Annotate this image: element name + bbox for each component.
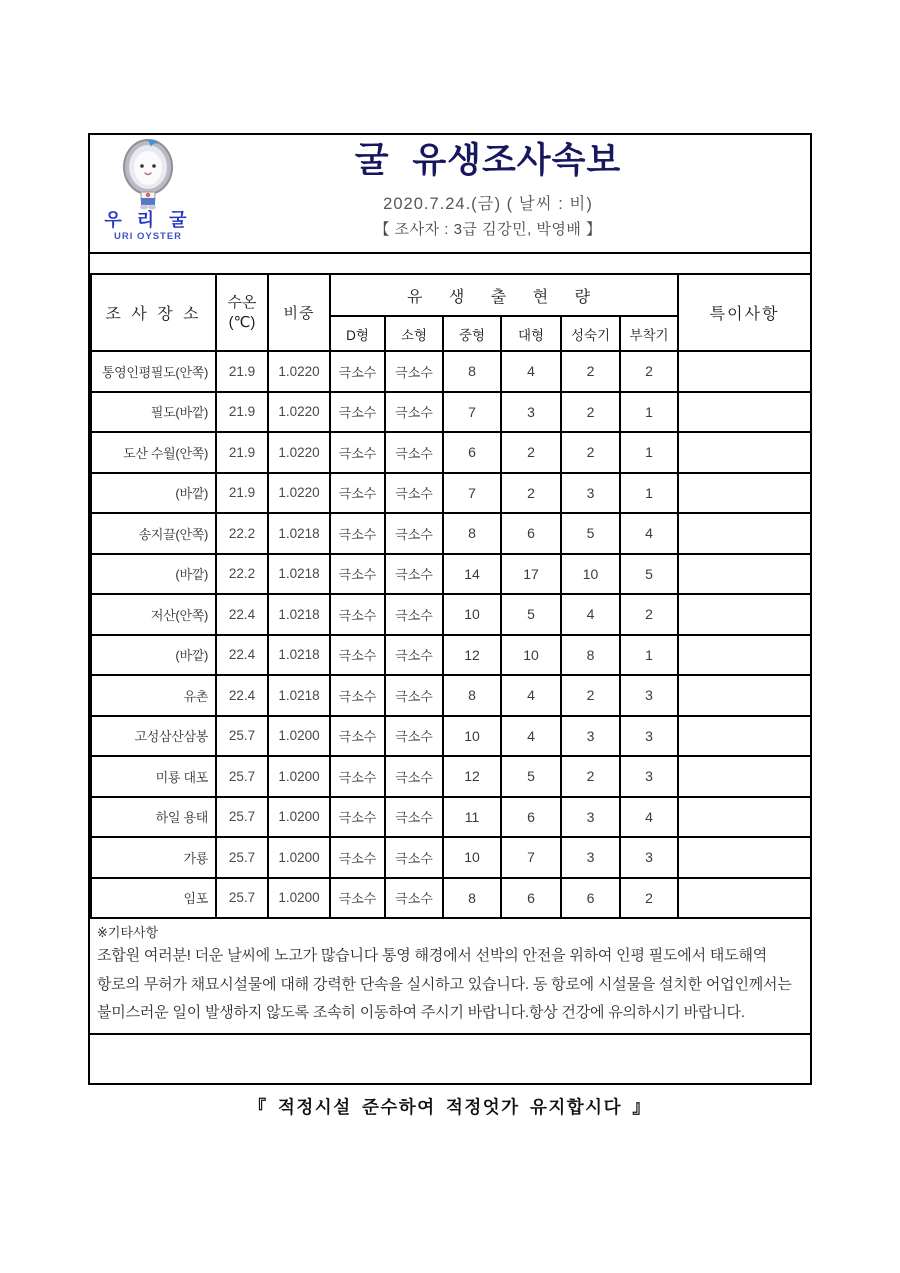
table-row	[91, 797, 811, 838]
cell-temp: 25.7	[216, 756, 268, 797]
cell-note	[678, 594, 811, 635]
cell-attach: 2	[620, 351, 678, 392]
cell-gravity: 1.0220	[268, 473, 330, 514]
cell-d: 극소수	[330, 635, 385, 676]
cell-large: 3	[501, 392, 561, 433]
cell-large: 4	[501, 351, 561, 392]
cell-location: 임포	[91, 878, 216, 919]
cell-large: 6	[501, 513, 561, 554]
table-row	[91, 392, 811, 433]
logo-name-korean: 우 리 굴	[104, 210, 192, 230]
cell-small: 극소수	[385, 837, 443, 878]
cell-mature: 10	[561, 554, 620, 595]
cell-mid: 10	[443, 716, 501, 757]
col-header-small: 소형	[385, 316, 443, 351]
water-temp-label: 수온	[227, 294, 257, 311]
cell-large: 5	[501, 756, 561, 797]
col-header-mature: 성숙기	[561, 316, 620, 351]
cell-gravity: 1.0200	[268, 716, 330, 757]
cell-large: 2	[501, 473, 561, 514]
cell-small: 극소수	[385, 635, 443, 676]
table-row	[91, 635, 811, 676]
cell-attach: 2	[620, 594, 678, 635]
cell-location: 고성삼산삼봉	[91, 716, 216, 757]
cell-temp: 22.4	[216, 594, 268, 635]
cell-temp: 21.9	[216, 432, 268, 473]
cell-gravity: 1.0218	[268, 675, 330, 716]
cell-temp: 22.2	[216, 554, 268, 595]
cell-gravity: 1.0218	[268, 635, 330, 676]
document-frame	[88, 133, 812, 1085]
cell-mature: 3	[561, 797, 620, 838]
cell-gravity: 1.0218	[268, 513, 330, 554]
cell-location: 유촌	[91, 675, 216, 716]
table-row	[91, 675, 811, 716]
cell-temp: 25.7	[216, 837, 268, 878]
cell-temp: 22.2	[216, 513, 268, 554]
etc-notes-title: ※기타사항	[97, 925, 159, 940]
col-header-specific-gravity: 비중	[268, 274, 330, 351]
cell-temp: 25.7	[216, 878, 268, 919]
cell-attach: 2	[620, 878, 678, 919]
cell-temp: 22.4	[216, 635, 268, 676]
etc-notes-line: 불미스러운 일이 발생하지 않도록 조속히 이동하여 주시기 바랍니다.항상 건강에 유의하시기 바랍니다.	[97, 1004, 745, 1021]
cell-large: 5	[501, 594, 561, 635]
cell-temp: 22.4	[216, 675, 268, 716]
cell-large: 10	[501, 635, 561, 676]
cell-note	[678, 351, 811, 392]
cell-note	[678, 837, 811, 878]
cell-mature: 4	[561, 594, 620, 635]
date-weather-line: 2020.7.24.(금) ( 날씨 : 비)	[383, 195, 593, 214]
etc-notes-line: 항로의 무허가 채묘시설물에 대해 강력한 단속을 실시하고 있습니다. 동 항로에 시설물을 설치한 어업인께서는	[97, 975, 792, 993]
cell-note	[678, 513, 811, 554]
cell-mid: 12	[443, 756, 501, 797]
cell-small: 극소수	[385, 878, 443, 919]
cell-gravity: 1.0220	[268, 351, 330, 392]
cell-large: 17	[501, 554, 561, 595]
cell-attach: 5	[620, 554, 678, 595]
cell-temp: 21.9	[216, 351, 268, 392]
cell-mature: 6	[561, 878, 620, 919]
cell-mid: 14	[443, 554, 501, 595]
oyster-mascot-icon	[98, 138, 198, 210]
cell-temp: 25.7	[216, 797, 268, 838]
table-row	[91, 473, 811, 514]
cell-mid: 8	[443, 878, 501, 919]
cell-mature: 2	[561, 351, 620, 392]
table-row	[91, 513, 811, 554]
cell-note	[678, 716, 811, 757]
cell-mature: 8	[561, 635, 620, 676]
col-header-water-temp	[216, 274, 268, 351]
cell-gravity: 1.0218	[268, 594, 330, 635]
cell-gravity: 1.0200	[268, 878, 330, 919]
cell-d: 극소수	[330, 756, 385, 797]
table-row	[91, 554, 811, 595]
cell-mature: 5	[561, 513, 620, 554]
cell-note	[678, 473, 811, 514]
bottom-empty-strip	[90, 1035, 810, 1087]
cell-attach: 3	[620, 675, 678, 716]
etc-notes-section	[90, 919, 810, 1035]
cell-d: 극소수	[330, 797, 385, 838]
cell-d: 극소수	[330, 675, 385, 716]
cell-attach: 1	[620, 635, 678, 676]
cell-mid: 6	[443, 432, 501, 473]
cell-mid: 11	[443, 797, 501, 838]
cell-small: 극소수	[385, 756, 443, 797]
cell-note	[678, 554, 811, 595]
col-header-medium: 중형	[443, 316, 501, 351]
cell-mid: 8	[443, 351, 501, 392]
cell-large: 6	[501, 797, 561, 838]
cell-d: 극소수	[330, 878, 385, 919]
cell-attach: 4	[620, 513, 678, 554]
cell-gravity: 1.0218	[268, 554, 330, 595]
cell-small: 극소수	[385, 432, 443, 473]
table-row	[91, 878, 811, 919]
cell-mid: 7	[443, 392, 501, 433]
cell-large: 4	[501, 675, 561, 716]
cell-attach: 1	[620, 473, 678, 514]
cell-large: 2	[501, 432, 561, 473]
cell-note	[678, 878, 811, 919]
cell-mature: 2	[561, 392, 620, 433]
table-row	[91, 716, 811, 757]
uri-oyster-logo	[98, 138, 198, 242]
table-header	[91, 274, 811, 351]
col-header-large: 대형	[501, 316, 561, 351]
header-table-gap	[90, 254, 810, 273]
cell-d: 극소수	[330, 432, 385, 473]
cell-attach: 4	[620, 797, 678, 838]
etc-notes-line: 조합원 여러분! 더운 날씨에 노고가 많습니다 통영 해경에서 선박의 안전을 위하여 인평 필도에서 태도해역	[97, 947, 768, 964]
table-row	[91, 432, 811, 473]
cell-mature: 2	[561, 756, 620, 797]
cell-d: 극소수	[330, 554, 385, 595]
col-header-larvae-occurrence: 유 생 출 현 량	[330, 274, 678, 316]
table-body	[91, 351, 811, 918]
cell-gravity: 1.0200	[268, 837, 330, 878]
cell-gravity: 1.0200	[268, 756, 330, 797]
cell-temp: 21.9	[216, 473, 268, 514]
cell-d: 극소수	[330, 351, 385, 392]
cell-d: 극소수	[330, 473, 385, 514]
cell-mid: 8	[443, 675, 501, 716]
cell-large: 7	[501, 837, 561, 878]
cell-location: 통영인평필도(안쪽)	[91, 351, 216, 392]
table-row	[91, 351, 811, 392]
cell-mature: 3	[561, 473, 620, 514]
cell-mature: 3	[561, 716, 620, 757]
table-row	[91, 756, 811, 797]
cell-attach: 3	[620, 756, 678, 797]
table-row	[91, 837, 811, 878]
cell-location: (바깥)	[91, 554, 216, 595]
cell-mature: 2	[561, 432, 620, 473]
larvae-survey-table	[90, 273, 812, 919]
cell-note	[678, 756, 811, 797]
cell-note	[678, 675, 811, 716]
cell-small: 극소수	[385, 797, 443, 838]
cell-temp: 21.9	[216, 392, 268, 433]
cell-mid: 10	[443, 837, 501, 878]
title-block	[208, 141, 768, 239]
cell-note	[678, 432, 811, 473]
cell-mature: 2	[561, 675, 620, 716]
col-header-attachment: 부착기	[620, 316, 678, 351]
cell-location: 필도(바깥)	[91, 392, 216, 433]
cell-small: 극소수	[385, 675, 443, 716]
cell-d: 극소수	[330, 594, 385, 635]
cell-location: 미룡 대포	[91, 756, 216, 797]
document-header	[90, 135, 810, 254]
cell-gravity: 1.0220	[268, 432, 330, 473]
cell-small: 극소수	[385, 473, 443, 514]
cell-mid: 10	[443, 594, 501, 635]
cell-small: 극소수	[385, 351, 443, 392]
cell-location: (바깥)	[91, 635, 216, 676]
cell-location: (바깥)	[91, 473, 216, 514]
surveyor-line: 【 조사자 : 3급 김강민, 박영배 】	[374, 221, 602, 239]
cell-d: 극소수	[330, 392, 385, 433]
cell-small: 극소수	[385, 594, 443, 635]
cell-gravity: 1.0220	[268, 392, 330, 433]
cell-note	[678, 392, 811, 433]
cell-small: 극소수	[385, 513, 443, 554]
cell-small: 극소수	[385, 716, 443, 757]
slogan-line: 『 적정시설 준수하여 적정엇가 유지합시다 』	[248, 1097, 652, 1117]
cell-location: 하일 용태	[91, 797, 216, 838]
cell-location: 송지끌(안쪽)	[91, 513, 216, 554]
logo-name-english: URI OYSTER	[113, 231, 183, 242]
cell-mid: 8	[443, 513, 501, 554]
cell-note	[678, 797, 811, 838]
cell-location: 저산(안쪽)	[91, 594, 216, 635]
page-title: 굴 유생조사속보	[354, 141, 622, 180]
cell-temp: 25.7	[216, 716, 268, 757]
cell-small: 극소수	[385, 554, 443, 595]
cell-attach: 3	[620, 837, 678, 878]
cell-large: 4	[501, 716, 561, 757]
col-header-d-stage: D형	[330, 316, 385, 351]
cell-large: 6	[501, 878, 561, 919]
water-temp-unit: (℃)	[228, 313, 256, 331]
col-header-remarks: 특이사항	[678, 274, 811, 351]
cell-d: 극소수	[330, 513, 385, 554]
cell-note	[678, 635, 811, 676]
cell-attach: 3	[620, 716, 678, 757]
cell-location: 가룡	[91, 837, 216, 878]
cell-mid: 12	[443, 635, 501, 676]
cell-mature: 3	[561, 837, 620, 878]
cell-mid: 7	[443, 473, 501, 514]
cell-attach: 1	[620, 392, 678, 433]
cell-gravity: 1.0200	[268, 797, 330, 838]
cell-location: 도산 수월(안쪽)	[91, 432, 216, 473]
col-header-location: 조 사 장 소	[91, 274, 216, 351]
cell-d: 극소수	[330, 716, 385, 757]
cell-attach: 1	[620, 432, 678, 473]
cell-small: 극소수	[385, 392, 443, 433]
table-row	[91, 594, 811, 635]
cell-d: 극소수	[330, 837, 385, 878]
